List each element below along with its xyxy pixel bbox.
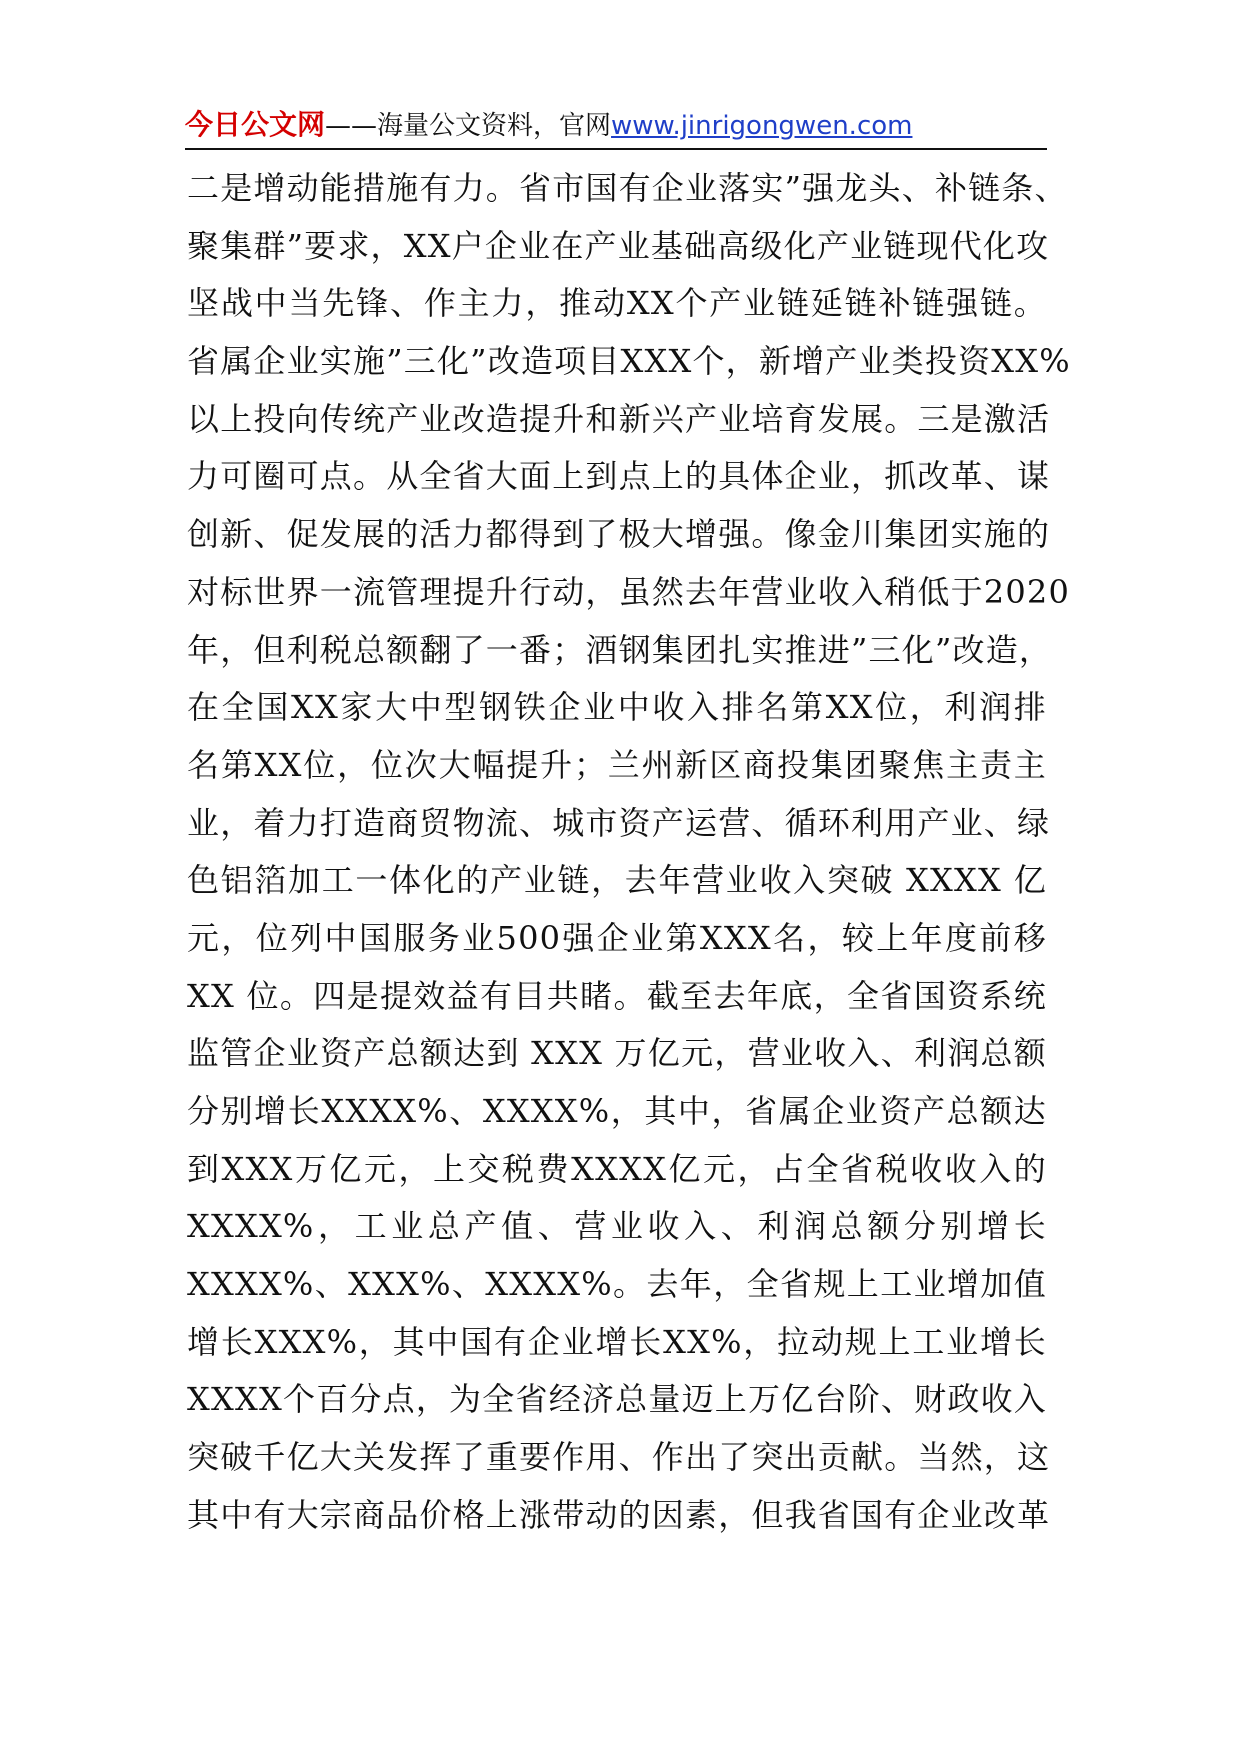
text-line: 元，位列中国服务业500强企业第XXX名，较上年度前移	[187, 918, 1047, 957]
text-line: XXXX个百分点，为全省经济总量迈上万亿台阶、财政收入	[187, 1380, 1047, 1419]
text-line: 色铝箔加工一体化的产业链，去年营业收入突破 XXXX 亿	[187, 861, 1047, 900]
text-line: 二是增动能措施有力。省市国有企业落实”强龙头、补链条、	[187, 169, 1068, 207]
text-line: 到XXX万亿元，上交税费XXXX亿元，占全省税收收入的	[187, 1149, 1047, 1188]
text-line: 力可圈可点。从全省大面上到点上的具体企业，抓改革、谋	[187, 457, 1051, 496]
text-line: 对标世界一流管理提升行动，虽然去年营业收入稍低于2020	[187, 572, 1071, 611]
text-line: 名第XX位，位次大幅提升；兰州新区商投集团聚焦主责主	[187, 745, 1047, 784]
text-line: XXXX%、XXX%、XXXX%。去年，全省规上工业增加值	[187, 1265, 1047, 1304]
text-line: 坚战中当先锋、作主力，推动XX个产业链延链补链强链。	[187, 284, 1047, 323]
header-tagline: 海量公文资料，官网	[377, 111, 612, 141]
text-line: 突破千亿大关发挥了重要作用、作出了突出贡献。当然，这	[187, 1438, 1051, 1477]
text-line: 其中有大宗商品价格上涨带动的因素，但我省国有企业改革	[187, 1495, 1051, 1534]
text-line: 聚集群”要求，XX户企业在产业基础高级化产业链现代化攻	[187, 226, 1050, 265]
text-line: 创新、促发展的活力都得到了极大增强。像金川集团实施的	[187, 515, 1051, 554]
text-line: XXXX%，工业总产值、营业收入、利润总额分别增长	[187, 1207, 1047, 1246]
text-line: 年，但利税总额翻了一番；酒钢集团扎实推进”三化”改造，	[187, 630, 1053, 669]
brand-logo-text: 今日公文网	[185, 108, 326, 141]
text-line: 监管企业资产总额达到 XXX 万亿元，营业收入、利润总额	[187, 1034, 1047, 1073]
header-separator: ——	[325, 111, 378, 141]
site-header	[185, 104, 1045, 146]
text-line: 以上投向传统产业改造提升和新兴产业培育发展。三是激活	[187, 399, 1051, 438]
document-body	[187, 160, 1071, 1545]
text-line: 增长XXX%，其中国有企业增长XX%，拉动规上工业增长	[187, 1322, 1047, 1361]
text-line: 业，着力打造商贸物流、城市资产运营、循环利用产业、绿	[187, 803, 1051, 842]
text-line: 在全国XX家大中型钢铁企业中收入排名第XX位，利润排	[187, 688, 1047, 727]
text-line: XX 位。四是提效益有目共睹。截至去年底，全省国资系统	[187, 976, 1047, 1015]
header-divider	[185, 148, 1047, 150]
text-line: 分别增长XXXX%、XXXX%，其中，省属企业资产总额达	[187, 1092, 1047, 1130]
text-line: 省属企业实施”三化”改造项目XXX个，新增产业类投资XX%	[187, 342, 1071, 381]
site-link[interactable]: www.jinrigongwen.com	[611, 111, 913, 141]
